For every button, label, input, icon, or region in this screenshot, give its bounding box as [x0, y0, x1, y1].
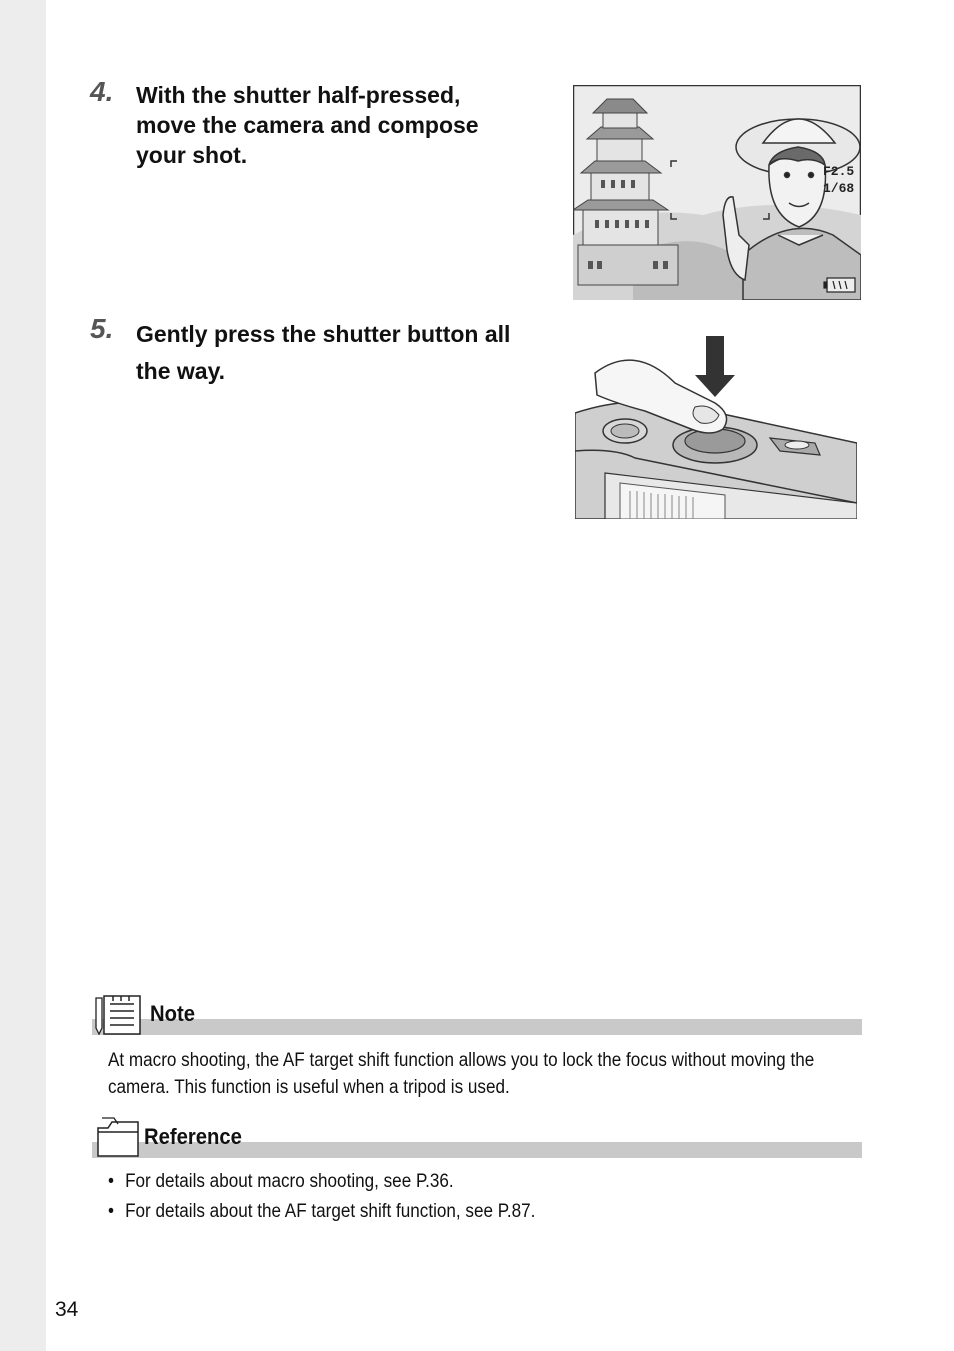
reference-item-text: For details about macro shooting, see P.36.	[125, 1171, 454, 1192]
step-5-number: 5.	[90, 313, 114, 344]
bullet-marker: •	[108, 1201, 114, 1222]
shutter-press-illustration	[575, 333, 857, 519]
step-4-line-1: With the shutter half-pressed,	[136, 82, 461, 108]
step-5-line-1: Gently press the shutter button all	[136, 321, 511, 347]
reference-title: Reference	[144, 1124, 242, 1149]
note-body	[108, 1047, 815, 1101]
step-4-line-2: move the camera and compose	[136, 112, 479, 138]
reference-list	[108, 1167, 535, 1227]
step-4-number: 4.	[90, 76, 114, 107]
step-4-instruction	[136, 80, 479, 170]
note-line-1: At macro shooting, the AF target shift function allows you to lock the focus without moving the	[108, 1050, 815, 1071]
step-4-line-3: your shot.	[136, 142, 248, 168]
press-down-arrow-icon	[695, 336, 735, 397]
note-title: Note	[150, 1001, 195, 1026]
note-icon	[94, 994, 144, 1036]
bullet-marker: •	[108, 1171, 114, 1192]
lcd-screen-illustration	[573, 85, 861, 300]
step-5-instruction	[136, 316, 510, 390]
lcd-shutter-readout: 1/68	[823, 181, 855, 196]
reference-item	[108, 1197, 535, 1227]
battery-icon	[824, 278, 855, 292]
folder-icon	[94, 1116, 144, 1158]
page-side-strip	[0, 0, 46, 1351]
step-5-line-2: the way.	[136, 358, 226, 384]
note-line-2: camera. This function is useful when a tripod is used.	[108, 1077, 510, 1098]
note-section-bar	[92, 1019, 862, 1035]
page-number: 34	[55, 1298, 79, 1321]
reference-item	[108, 1167, 535, 1197]
reference-item-text: For details about the AF target shift function, see P.87.	[125, 1201, 536, 1222]
lcd-aperture-readout: F2.5	[823, 164, 855, 179]
